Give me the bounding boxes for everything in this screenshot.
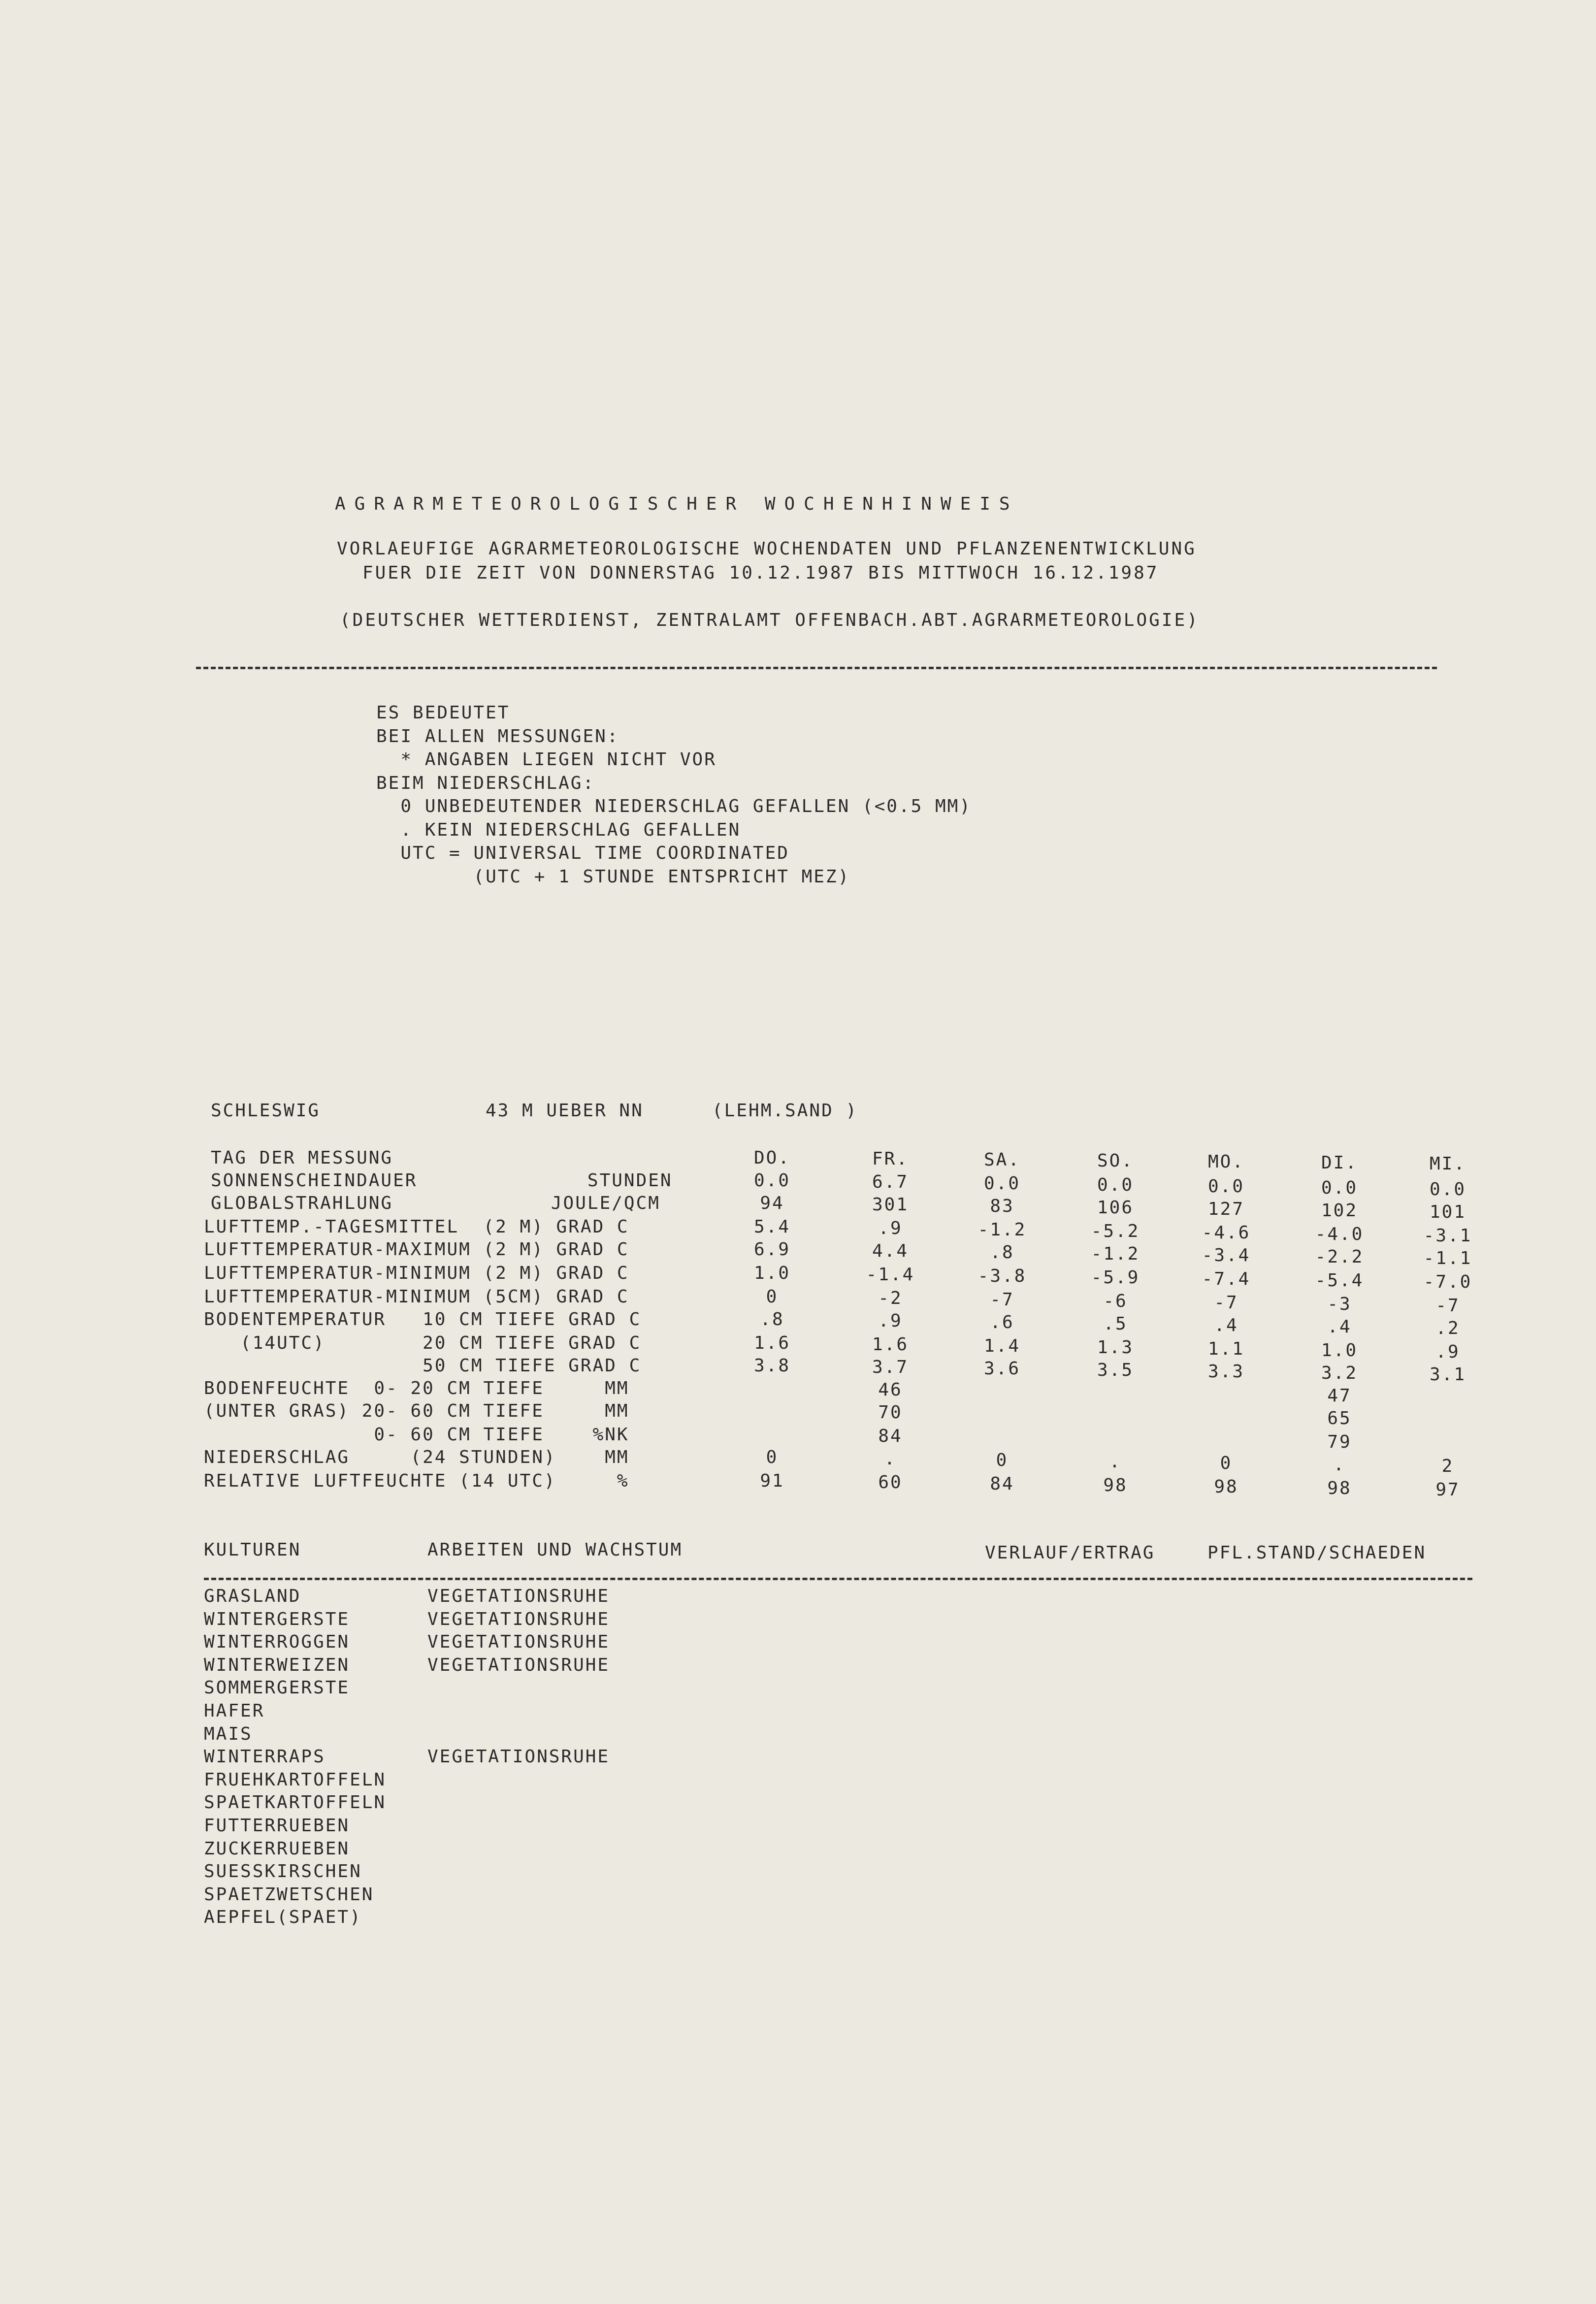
measurement-value: 0 <box>766 1447 779 1467</box>
crop-name: HAFER <box>204 1701 265 1721</box>
measurement-value: 1.6 <box>872 1334 909 1355</box>
measurement-label: GLOBALSTRAHLUNG JOULE/QCM <box>211 1193 660 1213</box>
measurement-value: 0.0 <box>983 1173 1021 1194</box>
legend-line: ES BEDEUTET <box>376 703 510 723</box>
measurement-value: 1.6 <box>753 1333 791 1353</box>
measurement-label: 50 CM TIEFE GRAD C <box>204 1356 642 1376</box>
measurement-value: -5.4 <box>1315 1270 1364 1291</box>
measurement-label: BODENTEMPERATUR 10 CM TIEFE GRAD C <box>204 1309 642 1330</box>
measurement-value: 1.0 <box>753 1263 791 1283</box>
measurement-value: -1.2 <box>1091 1244 1140 1264</box>
measurement-value: 0 <box>996 1450 1009 1470</box>
crop-name: SOMMERGERSTE <box>204 1678 350 1698</box>
measurement-value: -1.1 <box>1423 1248 1472 1268</box>
measurement-value: .6 <box>990 1312 1014 1332</box>
measurement-value: 94 <box>760 1193 784 1213</box>
measurement-value: 91 <box>760 1471 784 1491</box>
crop-status: VEGETATIONSRUHE <box>427 1586 610 1606</box>
measurement-value: -3.1 <box>1423 1226 1472 1246</box>
legend-line: 0 UNBEDEUTENDER NIEDERSCHLAG GEFALLEN (<0.5 MM) <box>376 796 972 816</box>
measurement-label: LUFTTEMPERATUR-MINIMUM (2 M) GRAD C <box>204 1263 629 1283</box>
measurement-value: . <box>1333 1455 1346 1475</box>
measurement-value: 0.0 <box>1097 1175 1134 1195</box>
measurement-value: -7 <box>990 1290 1014 1310</box>
measurement-value: -5.9 <box>1091 1267 1140 1288</box>
measurement-value: 3.5 <box>1097 1360 1134 1380</box>
date-range: FUER DIE ZEIT VON DONNERSTAG 10.12.1987 BIS MITTWOCH 16.12.1987 <box>362 563 1159 583</box>
station-elevation: 43 M UEBER NN <box>486 1101 644 1121</box>
measurement-value: 6.7 <box>872 1172 909 1192</box>
crop-name: WINTERGERSTE <box>204 1609 350 1629</box>
measurement-label: (UNTER GRAS) 20- 60 CM TIEFE MM <box>204 1401 629 1421</box>
days-label: TAG DER MESSUNG <box>211 1148 393 1168</box>
measurement-value: 3.7 <box>872 1357 909 1377</box>
measurement-value: 0.0 <box>1429 1179 1466 1200</box>
document-title: AGRARMETEOROLOGISCHER WOCHENHINWEIS <box>335 494 1019 514</box>
measurement-value: 98 <box>1214 1477 1238 1497</box>
measurement-label: LUFTTEMP.-TAGESMITTEL (2 M) GRAD C <box>204 1217 629 1237</box>
day-header: SO. <box>1097 1151 1134 1171</box>
measurement-label: LUFTTEMPERATUR-MAXIMUM (2 M) GRAD C <box>204 1239 629 1260</box>
measurement-value: -4.6 <box>1202 1223 1251 1243</box>
measurement-value: -7.0 <box>1423 1272 1472 1292</box>
measurement-value: 98 <box>1327 1478 1352 1498</box>
crop-name: AEPFEL(SPAET) <box>204 1907 362 1928</box>
measurement-value: 98 <box>1103 1475 1128 1495</box>
measurement-label: 0- 60 CM TIEFE %NK <box>204 1425 629 1445</box>
measurement-value: 1.1 <box>1207 1339 1245 1359</box>
measurement-value: 4.4 <box>872 1241 909 1261</box>
crop-name: FRUEHKARTOFFELN <box>204 1769 387 1790</box>
measurement-value: 0.0 <box>1207 1176 1245 1197</box>
day-header: MI. <box>1429 1154 1466 1174</box>
measurement-value: 101 <box>1429 1202 1466 1222</box>
measurement-value: -7 <box>1435 1296 1460 1316</box>
measurement-value: 65 <box>1327 1408 1352 1428</box>
measurement-value: -3 <box>1327 1294 1352 1314</box>
measurement-value: .2 <box>1435 1318 1460 1338</box>
measurement-value: .8 <box>990 1242 1014 1263</box>
measurement-value: 46 <box>878 1380 903 1400</box>
measurement-value: 0 <box>1220 1453 1233 1473</box>
measurement-value: -2 <box>878 1288 903 1308</box>
legend-line: . KEIN NIEDERSCHLAG GEFALLEN <box>376 819 741 840</box>
day-header: SA. <box>983 1150 1021 1170</box>
crop-name: FUTTERRUEBEN <box>204 1816 350 1836</box>
legend-line: BEI ALLEN MESSUNGEN: <box>376 726 619 746</box>
measurement-value: -7 <box>1214 1293 1238 1313</box>
crop-name: WINTERRAPS <box>204 1747 326 1767</box>
measurement-value: 3.2 <box>1321 1363 1358 1383</box>
measurement-value: . <box>884 1449 897 1469</box>
crop-status: VEGETATIONSRUHE <box>427 1609 610 1629</box>
measurement-value: 301 <box>872 1195 909 1215</box>
day-header: DO. <box>753 1148 791 1168</box>
measurement-value: 106 <box>1097 1198 1134 1218</box>
legend-line: (UTC + 1 STUNDE ENTSPRICHT MEZ) <box>376 866 850 887</box>
measurement-value: 47 <box>1327 1386 1352 1406</box>
institution-line: (DEUTSCHER WETTERDIENST, ZENTRALAMT OFFENBACH.ABT.AGRARMETEOROLOGIE) <box>340 610 1200 630</box>
measurement-label: NIEDERSCHLAG (24 STUNDEN) MM <box>204 1447 629 1467</box>
legend-line: * ANGABEN LIEGEN NICHT VOR <box>376 749 717 770</box>
measurement-value: 84 <box>990 1474 1014 1494</box>
measurement-value: 102 <box>1321 1201 1358 1221</box>
station-soil: (LEHM.SAND ) <box>712 1101 858 1121</box>
measurement-label: BODENFEUCHTE 0- 20 CM TIEFE MM <box>204 1378 629 1398</box>
measurement-value: .9 <box>878 1218 903 1238</box>
crop-name: ZUCKERRUEBEN <box>204 1838 350 1859</box>
measurement-value: -2.2 <box>1315 1247 1364 1267</box>
measurement-value: 97 <box>1435 1480 1460 1500</box>
measurement-value: -1.4 <box>866 1265 915 1285</box>
measurement-value: .9 <box>1435 1342 1460 1362</box>
measurement-value: 6.9 <box>753 1239 791 1260</box>
measurement-value: 84 <box>878 1426 903 1446</box>
measurement-value: .9 <box>878 1311 903 1331</box>
measurement-value: 5.4 <box>753 1217 791 1237</box>
measurement-value: 3.1 <box>1429 1364 1466 1385</box>
crops-divider <box>204 1578 1472 1580</box>
measurement-label: (14UTC) 20 CM TIEFE GRAD C <box>204 1333 642 1353</box>
station-name: SCHLESWIG <box>211 1101 321 1121</box>
header-divider <box>196 667 1437 669</box>
crop-name: WINTERWEIZEN <box>204 1655 350 1675</box>
crop-name: SPAETKARTOFFELN <box>204 1792 387 1813</box>
crops-header-verlauf: VERLAUF/ERTRAG <box>985 1543 1155 1563</box>
crop-name: SPAETZWETSCHEN <box>204 1884 374 1905</box>
measurement-value: 70 <box>878 1402 903 1423</box>
crops-header-arbeiten: ARBEITEN UND WACHSTUM <box>427 1540 683 1560</box>
measurement-value: 2 <box>1441 1456 1454 1476</box>
legend-line: BEIM NIEDERSCHLAG: <box>376 773 595 793</box>
measurement-value: -3.4 <box>1202 1245 1251 1266</box>
measurement-value: .4 <box>1214 1315 1238 1335</box>
measurement-value: .5 <box>1103 1314 1128 1334</box>
measurement-value: 3.6 <box>983 1359 1021 1379</box>
measurement-value: . <box>1109 1452 1122 1472</box>
measurement-value: 1.3 <box>1097 1337 1134 1358</box>
crop-status: VEGETATIONSRUHE <box>427 1747 610 1767</box>
crop-status: VEGETATIONSRUHE <box>427 1632 610 1653</box>
measurement-value: -4.0 <box>1315 1224 1364 1244</box>
crops-header-stand: PFL.STAND/SCHAEDEN <box>1207 1543 1427 1563</box>
measurement-value: 1.4 <box>983 1336 1021 1356</box>
measurement-value: 79 <box>1327 1432 1352 1452</box>
legend-line: UTC = UNIVERSAL TIME COORDINATED <box>376 843 789 863</box>
crop-name: WINTERROGGEN <box>204 1632 350 1653</box>
crop-status: VEGETATIONSRUHE <box>427 1655 610 1675</box>
crops-header-kulturen: KULTUREN <box>204 1540 301 1560</box>
day-header: FR. <box>872 1149 909 1169</box>
measurement-value: .8 <box>760 1309 784 1330</box>
crop-name: MAIS <box>204 1723 253 1744</box>
measurement-value: 0.0 <box>753 1170 791 1191</box>
measurement-value: 0.0 <box>1321 1178 1358 1198</box>
measurement-value: -5.2 <box>1091 1221 1140 1241</box>
crop-name: GRASLAND <box>204 1586 301 1606</box>
measurement-value: 127 <box>1207 1199 1245 1219</box>
measurement-value: 60 <box>878 1472 903 1493</box>
measurement-value: -6 <box>1103 1291 1128 1311</box>
measurement-label: RELATIVE LUFTFEUCHTE (14 UTC) % <box>204 1471 629 1491</box>
day-header: MO. <box>1207 1152 1245 1172</box>
measurement-label: SONNENSCHEINDAUER STUNDEN <box>211 1170 673 1191</box>
measurement-value: 1.0 <box>1321 1340 1358 1361</box>
measurement-label: LUFTTEMPERATUR-MINIMUM (5CM) GRAD C <box>204 1287 629 1307</box>
measurement-value: -1.2 <box>977 1220 1027 1240</box>
measurement-value: 83 <box>990 1196 1014 1216</box>
measurement-value: 3.8 <box>753 1356 791 1376</box>
day-header: DI. <box>1321 1153 1358 1173</box>
measurement-value: 0 <box>766 1287 779 1307</box>
measurement-value: 3.3 <box>1207 1362 1245 1382</box>
measurement-value: -3.8 <box>977 1266 1027 1286</box>
measurement-value: .4 <box>1327 1317 1352 1337</box>
measurement-value: -7.4 <box>1202 1269 1251 1289</box>
crop-name: SUESSKIRSCHEN <box>204 1861 362 1882</box>
document-subtitle: VORLAEUFIGE AGRARMETEOROLOGISCHE WOCHENDATEN UND PFLANZENENTWICKLUNG <box>337 539 1197 559</box>
